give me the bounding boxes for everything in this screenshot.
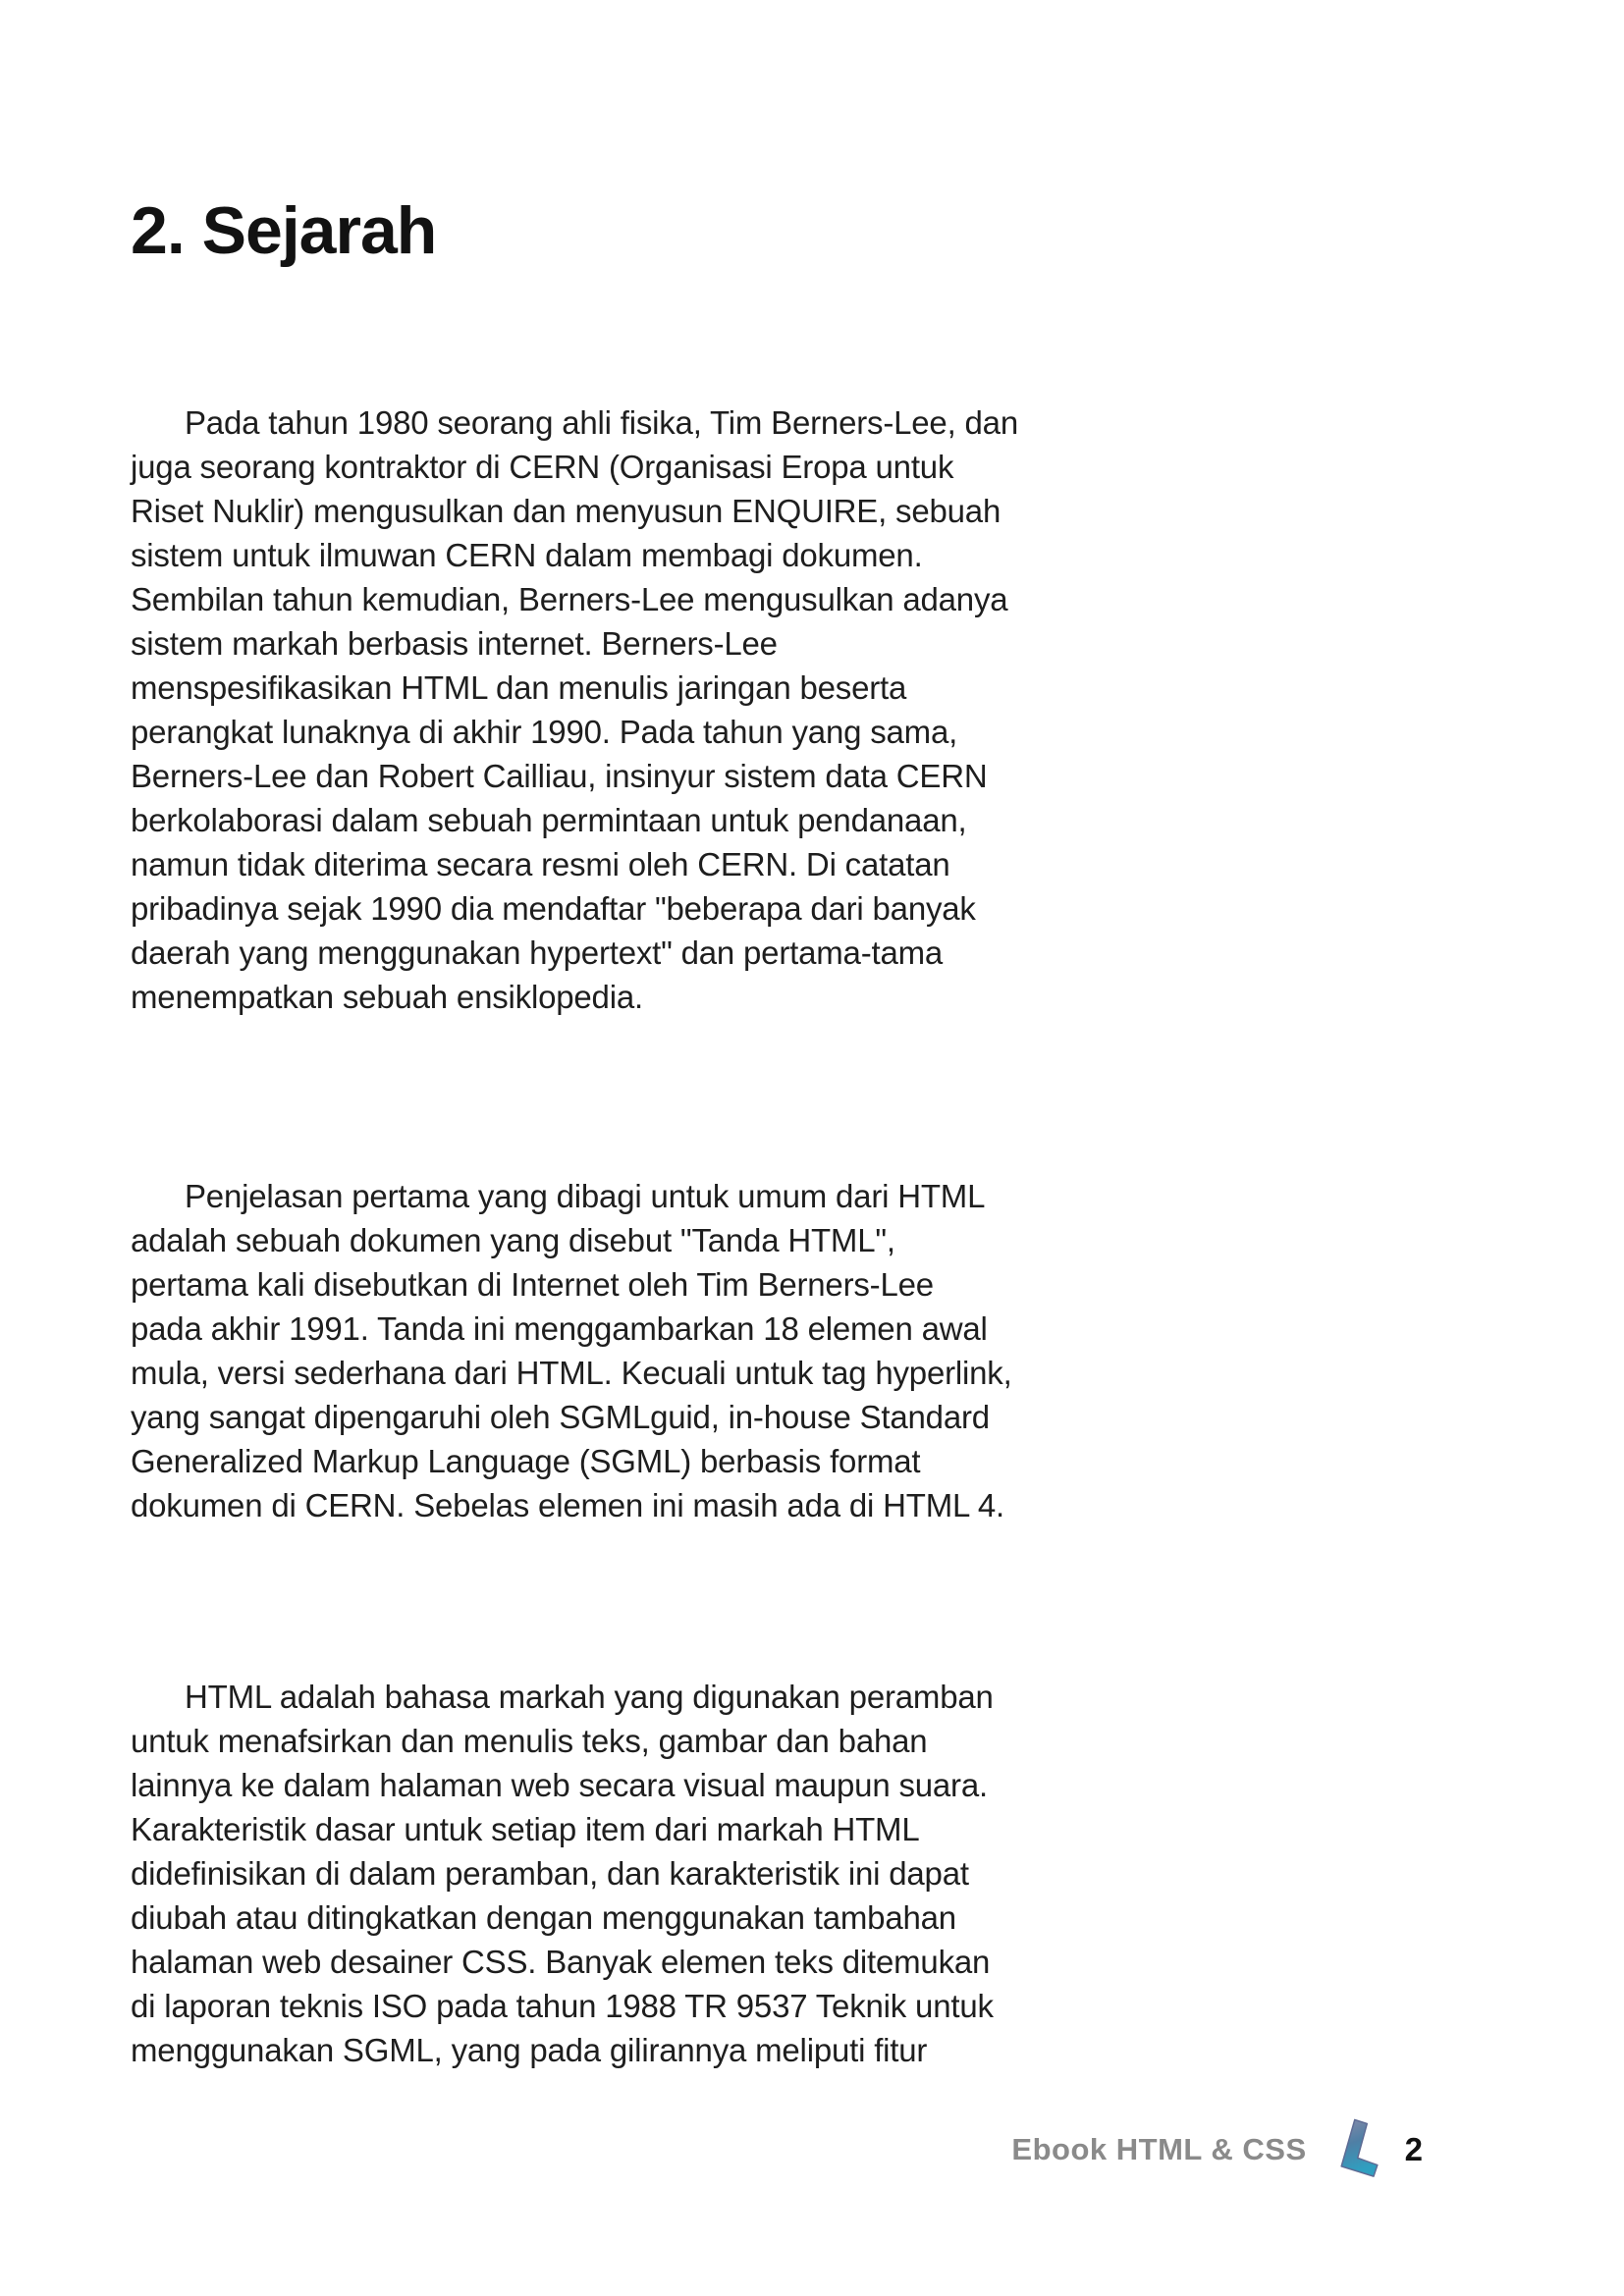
text-line: Pada tahun 1980 seorang ahli fisika, Tim Berners-Lee, dan [185, 404, 1018, 441]
text-line: pada akhir 1991. Tanda ini menggambarkan 18 elemen awal [131, 1310, 988, 1347]
text-line: berkolaborasi dalam sebuah permintaan untuk pendanaan, [131, 802, 967, 838]
text-line: menggunakan SGML, yang pada gilirannya meliputi fitur [131, 2032, 928, 2068]
paragraph-html-definition [131, 1675, 1191, 2072]
paragraph-history-intro [131, 400, 1191, 1019]
text-line: sistem untuk ilmuwan CERN dalam membagi dokumen. [131, 537, 923, 573]
text-line: Berners-Lee dan Robert Cailliau, insinyur sistem data CERN [131, 758, 988, 794]
text-line: menspesifikasikan HTML dan menulis jaringan beserta [131, 669, 907, 706]
text-line: pertama kali disebutkan di Internet oleh Tim Berners-Lee [131, 1266, 934, 1303]
text-line: daerah yang menggunakan hypertext" dan pertama-tama [131, 934, 944, 971]
text-line: yang sangat dipengaruhi oleh SGMLguid, in-house Standard [131, 1399, 990, 1435]
page-number: 2 [1404, 2131, 1423, 2167]
page-title: 2. Sejarah [131, 193, 437, 268]
text-line: namun tidak diterima secara resmi oleh CERN. Di catatan [131, 846, 950, 882]
text-line: Riset Nuklir) mengusulkan dan menyusun ENQUIRE, sebuah [131, 493, 1001, 529]
text-line: dokumen di CERN. Sebelas elemen ini masih ada di HTML 4. [131, 1487, 1004, 1523]
text-line: lainnya ke dalam halaman web secara visual maupun suara. [131, 1767, 988, 1803]
text-line: diubah atau ditingkatkan dengan menggunakan tambahan [131, 1899, 956, 1936]
text-line: halaman web desainer CSS. Banyak elemen teks ditemukan [131, 1944, 991, 1980]
text-line: HTML adalah bahasa markah yang digunakan peramban [185, 1679, 994, 1715]
text-line: pribadinya sejak 1990 dia mendaftar "beberapa dari banyak [131, 890, 976, 927]
text-line: Sembilan tahun kemudian, Berners-Lee mengusulkan adanya [131, 581, 1008, 617]
page-footer [1011, 2116, 1423, 2183]
text-line: menempatkan sebuah ensiklopedia. [131, 979, 643, 1015]
text-line: adalah sebuah dokumen yang disebut "Tanda HTML", [131, 1222, 895, 1258]
text-line: juga seorang kontraktor di CERN (Organisasi Eropa untuk [131, 449, 954, 485]
footer-brand-label: Ebook HTML & CSS [1011, 2132, 1307, 2166]
text-line: Generalized Markup Language (SGML) berbasis format [131, 1443, 921, 1479]
text-line: Penjelasan pertama yang dibagi untuk umum dari HTML [185, 1178, 986, 1214]
text-line: didefinisikan di dalam peramban, dan karakteristik ini dapat [131, 1855, 969, 1892]
text-line: Karakteristik dasar untuk setiap item dari markah HTML [131, 1811, 920, 1847]
paragraph-html-tags [131, 1174, 1191, 1527]
ebook-l-logo-icon [1330, 2118, 1381, 2181]
text-line: untuk menafsirkan dan menulis teks, gambar dan bahan [131, 1723, 928, 1759]
text-line: mula, versi sederhana dari HTML. Kecuali untuk tag hyperlink, [131, 1355, 1012, 1391]
text-line: sistem markah berbasis internet. Berners-Lee [131, 625, 778, 662]
text-line: di laporan teknis ISO pada tahun 1988 TR 9537 Teknik untuk [131, 1988, 994, 2024]
text-line: perangkat lunaknya di akhir 1990. Pada tahun yang sama, [131, 714, 958, 750]
